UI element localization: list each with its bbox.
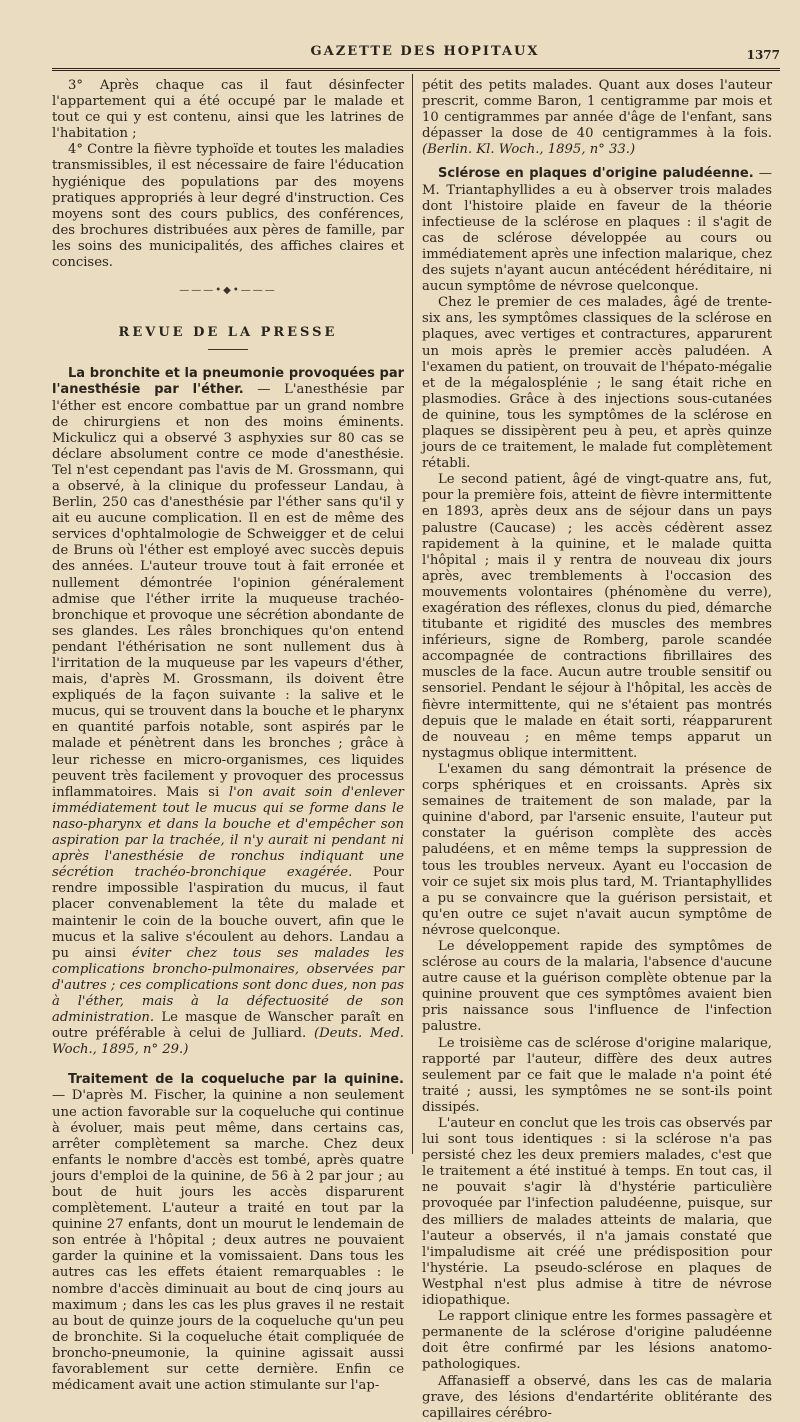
paragraph: Le troisième cas de sclérose d'origine malarique, rapporté par l'auteur, diffère des deux autres seulement par ce fait que le malade n'a point été traité ; aussi, les symptômes ne se sont-ils point dissipés. [422, 1035, 772, 1115]
paragraph: Affanasieff a observé, dans les cas de malaria grave, des lésions d'endartérite oblitérante des capillaires cérébro- [422, 1373, 772, 1421]
page-header [60, 44, 790, 64]
left-column [52, 78, 404, 1394]
section-heading: REVUE DE LA PRESSE [118, 325, 338, 341]
article-text: Pour rendre impossible l'aspiration du mucus, il faut placer convenablement la tête du malade et maintenir le coin de la bouche ouvert, afin que le mucus et la salive s'écoulent au dehors. Landau a pu ainsi [52, 865, 404, 961]
paragraph: L'auteur en conclut que les trois cas observés par lui sont tous identiques : si la sclérose n'a pas persisté chez les deux premiers malades, c'est que le traitement a été institué à temps. En tout cas, il ne pouvait s'agir là d'hystérie particulière provoquée par l'infection paludéenne, puisque, sur des milliers de malades atteints de malaria, que l'auteur a observés, il n'a jamais constaté que l'impaludisme ait créé une prédisposition pour l'hystérie. La pseudo-sclérose en plaques de Westphal n'est plus admise à titre de névrose idiopathique. [422, 1116, 772, 1309]
article-title: Traitement de la coqueluche par la quinine. [68, 1072, 404, 1088]
section-ornament: ———•◆•——— [179, 285, 277, 297]
paragraph: 3° Après chaque cas il faut désinfecter l'appartement qui a été occupé par le malade et tout ce qui y est contenu, ainsi que les latrines de l'habitation ; [52, 78, 404, 142]
article-text: — D'après M. Fischer, la quinine a non seulement une action favorable sur la coqueluche qui continue à évoluer, mais peut même, dans certains cas, arrêter complètement sa marche. Chez deux enfants le nombre d'accès est tombé, après quatre jours d'emploi de la quinine, de 56 à 2 par jour ; au bout de huit jours les accès disparurent complètement. L'auteur a traité en tout par la quinine 27 enfants, dont un mourut le lendemain de son entrée à l'hôpital ; deux autres ne pouvaient garder la quinine et la vomissaient. Dans tous les autres cas les effets étaient remarquables : le nombre d'accès diminuait au bout de cinq jours au maximum ; dans les cas les plus graves il ne restait au bout de quinze jours de la coqueluche qu'un peu de bronchite. Si la coqueluche était compliquée de broncho-pneumonie, la quinine agissait aussi favorablement sur cette dernière. Enfin ce médicament avait une action stimulante sur l'ap- [52, 1088, 404, 1394]
article-paragraph [52, 366, 404, 1058]
paragraph: Le rapport clinique entre les formes passagère et permanente de la sclérose d'origine paludéenne doit être confirmé par les lésions anatomo-pathologiques. [422, 1309, 772, 1373]
article-text: pétit des petits malades. Quant aux doses l'auteur prescrit, comme Baron, 1 centigramme par mois et 10 centigrammes par année d'âge de l'enfant, sans dépasser la dose de 40 centigrammes à la fois. [422, 78, 772, 142]
paragraph: Le second patient, âgé de vingt-quatre ans, fut, pour la première fois, atteint de fièvre intermittente en 1893, après deux ans de séjour dans un pays palustre (Caucase) ; les accès cédèrent assez rapidement à la quinine, et le malade quitta l'hôpital ; mais il y rentra de nouveau dix jours après, avec tremblements à l'occasion des mouvements volontaires (phénomène du verre), exagération des réflexes, clonus du pied, démarche titubante et rigidité des muscles des membres inférieurs, signe de Romberg, parole scandée accompagnée de contractions fibrillaires des muscles de la face. Aucun autre trouble sensitif ou sensoriel. Pendant le séjour à l'hôpital, les accès de fièvre intermittente, qui ne s'étaient pas montrés depuis que le malade en était sorti, réapparurent de nouveau ; en même temps apparut un nystagmus oblique intermittent. [422, 472, 772, 761]
header-rule [52, 68, 780, 71]
spacer [52, 1058, 404, 1072]
article-citation: (Berlin. Kl. Woch., 1895, n° 33.) [422, 142, 636, 158]
article-italic-text: l'on avait soin d'enlever immédiatement tout le mucus qui se forme dans le naso-pharynx et dans la bouche et d'empêcher son aspiration par la trachée, il n'y aurait ni pendant ni après l'anesthésie de ronchus indiquant une sécrétion trachéo-bronchique exagérée. [52, 784, 404, 881]
article-text: — L'anesthésie par l'éther est encore combattue par un grand nombre de chirurgiens et non des moins éminents. Mickulicz qui a observé 3 asphyxies sur 80 cas se déclare absolument contre ce mode d'anesthésie. Tel n'est cependant pas l'avis de M. Grossmann, qui a observé, à la clinique du professeur Landau, à Berlin, 250 cas d'anesthésie par l'éther sans qu'il y ait eu aucune complication. Il en est de même des services d'ophtalmologie de Schweigger et de celui de Bruns où l'éther est employé avec succès depuis des années. L'auteur trouve tout à fait erronée et nullement démontrée l'opinion généralement admise que l'éther irrite la muqueuse trachéo-bronchique et provoque une sécrétion abondante de ses glandes. Les râles bronchiques qu'on entend pendant l'éthérisation ne sont nullement dus à l'irritation de la muqueuse par les vapeurs d'éther, mais, d'après M. Grossmann, ils doivent être expliqués de la façon suivante : la salive et le mucus, qui se trouvent dans la bouche et le pharynx en quantité parfois notable, sont aspirés par le malade et pénètrent dans les bronches ; grâce à leur richesse en micro-organismes, ces liquides peuvent très facilement y provoquer des processus inflammatoires. Mais si [52, 382, 404, 800]
spacer [422, 158, 772, 166]
column-divider [412, 74, 413, 1154]
paragraph: Chez le premier de ces malades, âgé de trente-six ans, les symptômes classiques de la sclérose en plaques, avec vertiges et contractures, apparurent un mois après le premier accès paludéen. A l'examen du patient, on trouvait de l'hépato-mégalie et de la mégalosplénie ; le sang était riche en plasmodies. Grâce à des injections sous-cutanées de quinine, tous les symptômes de la sclérose en plaques se dissipèrent peu à peu, et après quinze jours de ce traitement, le malade fut complètement rétabli. [422, 295, 772, 472]
article-italic-text: éviter chez tous ses malades les complications broncho-pulmonaires, observées par d'autres ; ces complications sont donc dues, non pas à l'éther, mais à la défectuosité de son administration. [52, 945, 405, 1026]
paragraph [422, 78, 772, 158]
right-column [422, 78, 772, 1422]
page-number: 1377 [746, 48, 780, 62]
paragraph: 4° Contre la fièvre typhoïde et toutes les maladies transmissibles, il est nécessaire de faire l'éducation hygiénique des populations par des moyens pratiques appropriés à leur degré d'instruction. Ces moyens sont des cours publics, des conférences, des brochures distribuées aux pères de famille, par les soins des municipalités, des affiches claires et concises. [52, 142, 404, 271]
article-paragraph [422, 166, 772, 295]
article-text: — M. Triantaphyllides a eu à observer trois malades dont l'histoire plaide en faveur de la théorie infectieuse de la sclérose en plaques : il s'agit de cas de sclérose développée au cours ou immédiatement après une infection malarique, chez des sujets n'ayant aucun antécédent héréditaire, ni aucun symptôme de névrose quelconque. [422, 166, 772, 295]
article-title: Sclérose en plaques d'origine paludéenne. [438, 166, 754, 182]
article-text: Le masque de Wanscher paraît en outre préférable à celui de Julliard. [52, 1010, 404, 1042]
journal-title: GAZETTE DES HOPITAUX [310, 44, 540, 59]
section-rule [208, 349, 248, 350]
article-title: La bronchite et la pneumonie provoquées par l'anesthésie par l'éther. [52, 366, 404, 398]
article-citation: (Deuts. Med. Woch., 1895, n° 29.) [52, 1026, 404, 1058]
article-paragraph [52, 1072, 404, 1394]
paragraph: L'examen du sang démontrait la présence de corps sphériques et en croissants. Après six semaines de traitement de son malade, par la quinine d'abord, par l'arsenic ensuite, l'auteur put constater la guérison complète des accès paludéens, et en même temps la suppression de tous les troubles nerveux. Ayant eu l'occasion de voir ce sujet six mois plus tard, M. Triantaphyllides a pu se convaincre que la guérison persistait, et qu'en outre ce sujet n'avait aucun symptôme de névrose quelconque. [422, 761, 772, 938]
paragraph: Le développement rapide des symptômes de sclérose au cours de la malaria, l'absence d'aucune autre cause et la guérison complète obtenue par la quinine prouvent que ces symptômes avaient bien pris naissance sous l'influence de l'infection palustre. [422, 938, 772, 1035]
